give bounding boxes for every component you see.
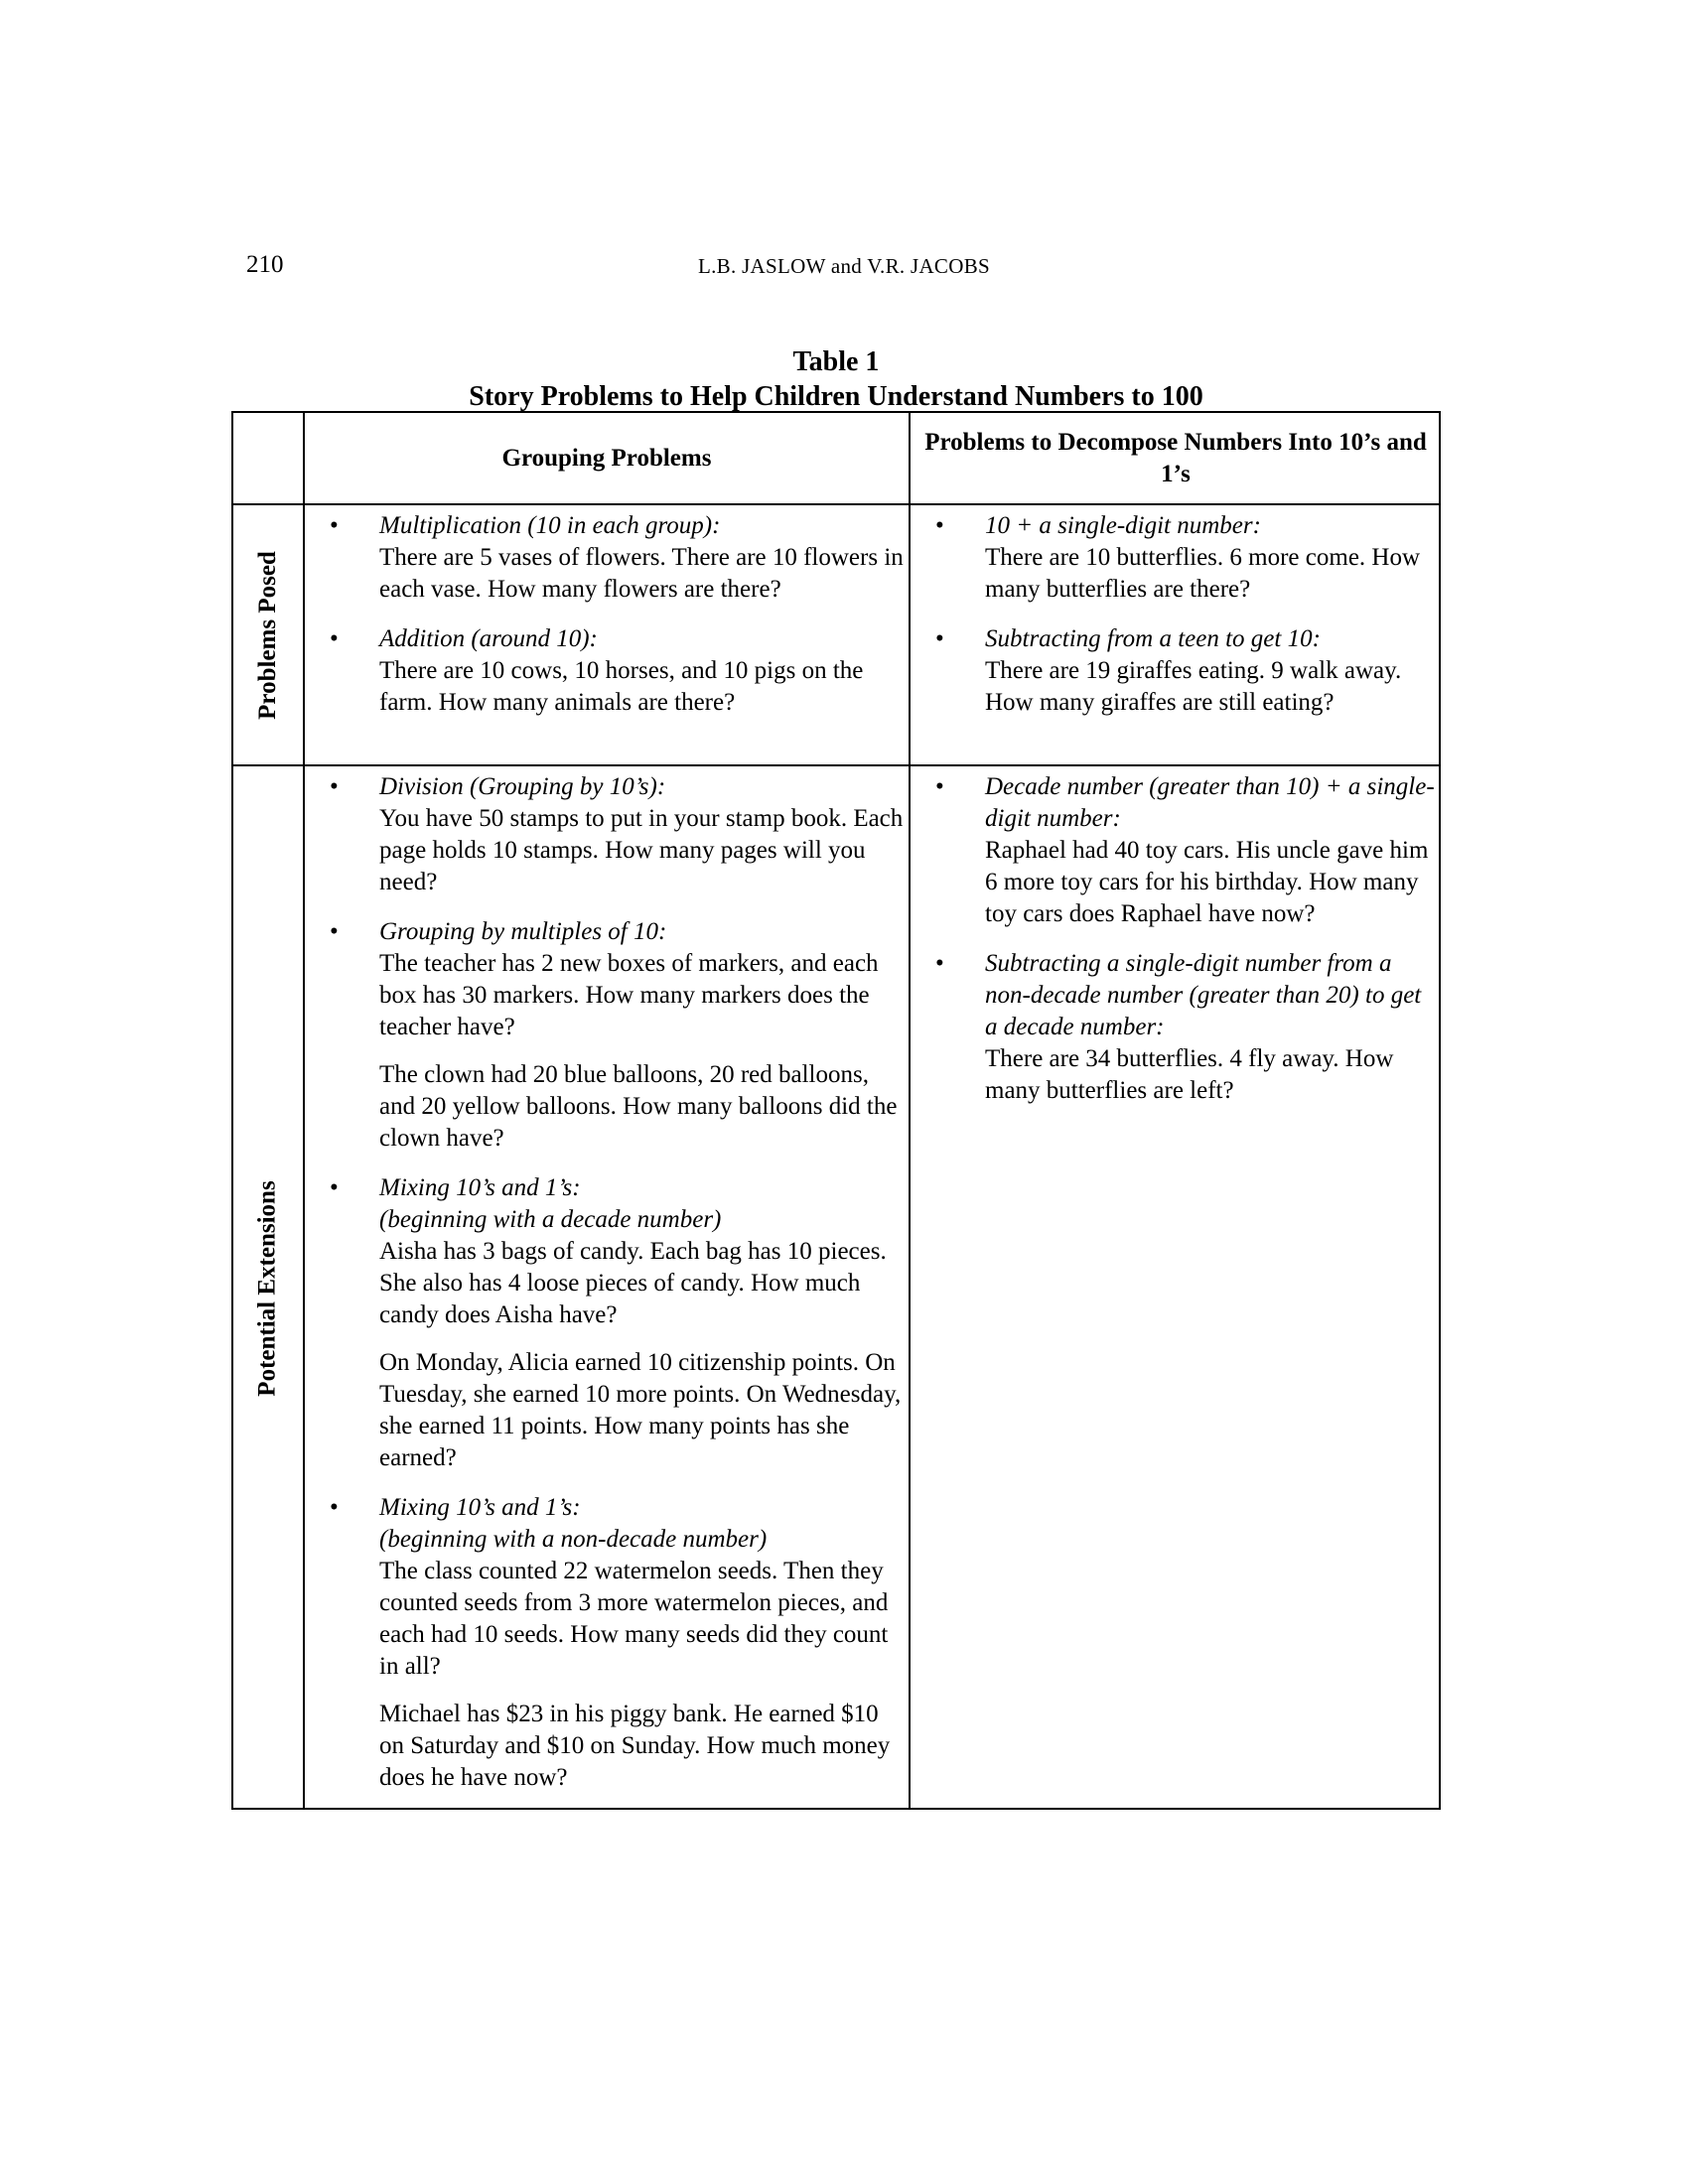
problem-item [923, 948, 1435, 1107]
cell-posed-grouping [318, 510, 904, 737]
problem-type: Subtracting a single-digit number from a non-decade number (greater than 20) to get a decade number: [985, 950, 1422, 1040]
row-label-text: Potential Extensions [254, 1179, 281, 1397]
bullet-icon: • [330, 625, 339, 652]
problem-text: There are 5 vases of flowers. There are 10 flowers in each vase. How many flowers are there? [379, 544, 904, 603]
table-caption [231, 344, 1441, 414]
problem-text: The class counted 22 watermelon seeds. Then they counted seeds from 3 more watermelon pieces, and each had 10 seeds. How many seeds did they count in all? [379, 1558, 889, 1680]
problem-text-alt: The clown had 20 blue balloons, 20 red balloons, and 20 yellow balloons. How many balloons did the clown have? [379, 1061, 898, 1152]
problem-text: There are 34 butterflies. 4 fly away. How many butterflies are left? [985, 1045, 1394, 1104]
story-problems-table [231, 411, 1441, 1810]
column-header-decompose: Problems to Decompose Numbers Into 10’s and 1’s [924, 428, 1427, 487]
running-head: L.B. JASLOW and V.R. JACOBS [698, 254, 990, 278]
problem-item [923, 623, 1435, 719]
bullet-icon: • [330, 1174, 339, 1201]
bullet-icon: • [935, 512, 944, 539]
row-label-problems-posed [233, 505, 303, 764]
problem-text-alt: Michael has $23 in his piggy bank. He earned $10 on Saturday and $10 on Sunday. How much money does he have now? [379, 1701, 891, 1791]
bullet-icon: • [935, 950, 944, 977]
problem-text-alt: On Monday, Alicia earned 10 citizenship points. On Tuesday, she earned 10 more points. On Wednesday, she earned 11 points. How many points has she earned? [379, 1349, 902, 1471]
problem-item [923, 771, 1435, 930]
problem-text: The teacher has 2 new boxes of markers, and each box has 30 markers. How many markers does the teacher have? [379, 950, 879, 1040]
problem-text: There are 10 cows, 10 horses, and 10 pigs on the farm. How many animals are there? [379, 657, 864, 716]
bullet-icon: • [935, 625, 944, 652]
table-label: Table 1 [792, 346, 880, 377]
problem-item [318, 623, 904, 719]
problem-item [923, 510, 1435, 606]
row-divider [233, 503, 1439, 505]
problem-item [318, 771, 904, 898]
column-header-grouping: Grouping Problems [501, 444, 712, 472]
problem-type: Decade number (greater than 10) + a single-digit number: [985, 773, 1435, 832]
page-number: 210 [246, 251, 284, 278]
problem-type: Grouping by multiples of 10: [379, 918, 667, 945]
bullet-icon: • [330, 512, 339, 539]
cell-posed-decompose [923, 510, 1435, 737]
problem-item [318, 1172, 904, 1474]
cell-extensions-grouping [318, 771, 904, 1812]
row-divider [233, 764, 1439, 766]
bullet-icon: • [330, 773, 339, 800]
problem-type: Multiplication (10 in each group): [379, 512, 721, 539]
cell-extensions-decompose [923, 771, 1435, 1125]
problem-type: Mixing 10’s and 1’s: (beginning with a decade number) [379, 1174, 722, 1233]
problem-text: Aisha has 3 bags of candy. Each bag has 10 pieces. She also has 4 loose pieces of candy. How much candy does Aisha have? [379, 1238, 887, 1328]
problem-item [318, 510, 904, 606]
bullet-icon: • [330, 1494, 339, 1521]
column-divider [303, 413, 305, 1808]
problem-type: Addition (around 10): [379, 625, 598, 652]
problem-type: Mixing 10’s and 1’s: (beginning with a non-decade number) [379, 1494, 768, 1553]
problem-text: There are 10 butterflies. 6 more come. How many butterflies are there? [985, 544, 1421, 603]
problem-type: Subtracting from a teen to get 10: [985, 625, 1321, 652]
table-title: Story Problems to Help Children Understand Numbers to 100 [469, 381, 1203, 412]
problem-text: There are 19 giraffes eating. 9 walk away. How many giraffes are still eating? [985, 657, 1402, 716]
problem-item [318, 1492, 904, 1794]
row-label-text: Problems Posed [254, 550, 282, 720]
problem-item [318, 916, 904, 1155]
bullet-icon: • [935, 773, 944, 800]
problem-text: Raphael had 40 toy cars. His uncle gave him 6 more toy cars for his birthday. How many toy cars does Raphael have now? [985, 837, 1429, 927]
problem-type: 10 + a single-digit number: [985, 512, 1261, 539]
problem-text: You have 50 stamps to put in your stamp book. Each page holds 10 stamps. How many pages will you need? [379, 805, 904, 895]
row-label-potential-extensions [233, 766, 303, 1810]
bullet-icon: • [330, 918, 339, 945]
problem-type: Division (Grouping by 10’s): [379, 773, 666, 800]
column-divider [909, 413, 911, 1808]
